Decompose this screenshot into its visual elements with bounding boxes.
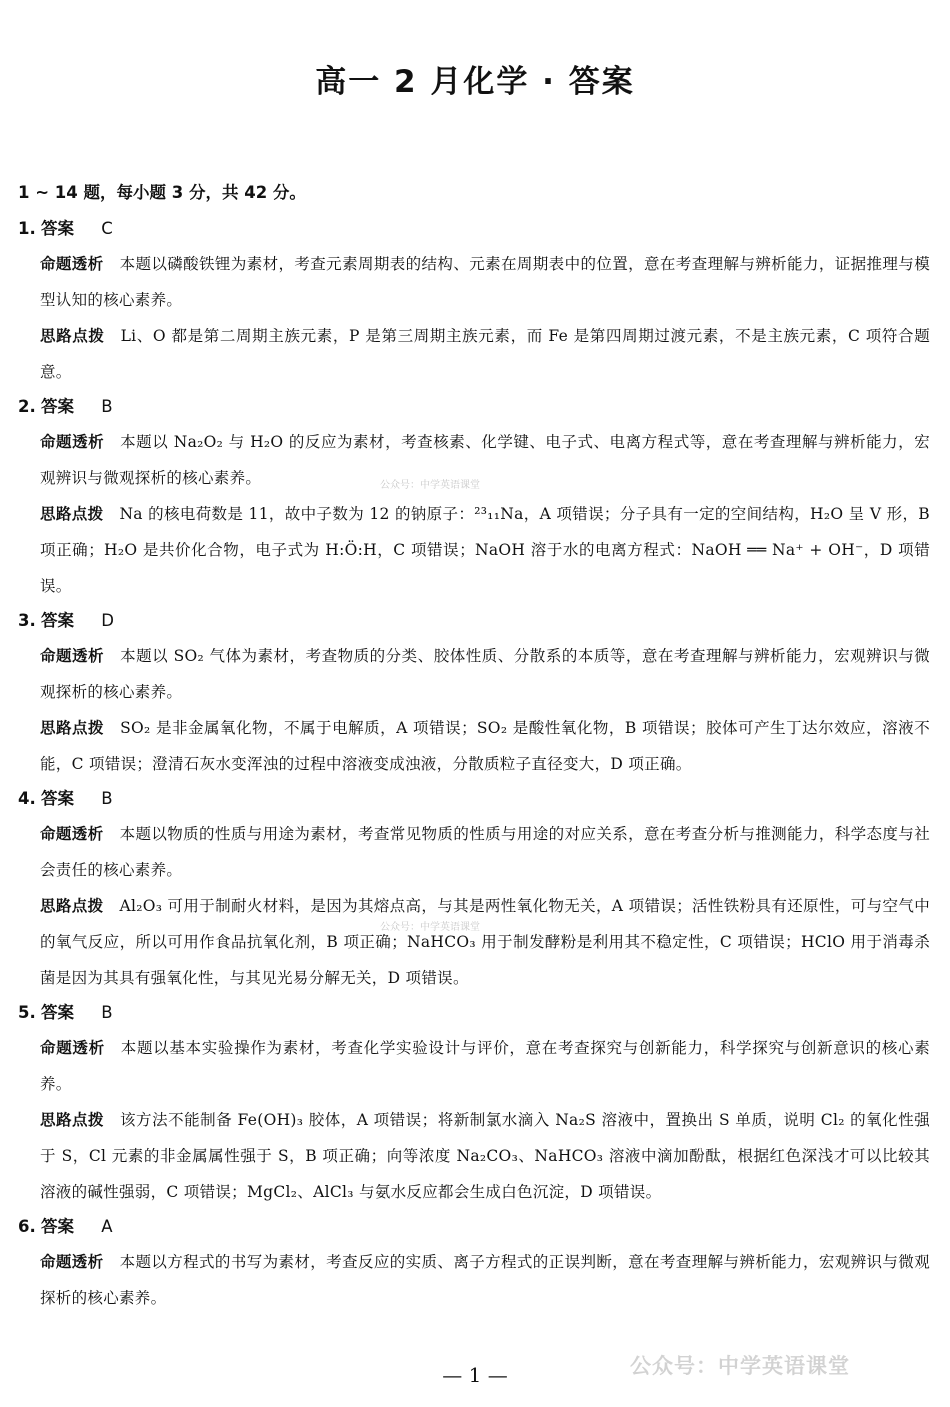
answer-label: 答案 xyxy=(41,1217,74,1236)
answer-line xyxy=(18,212,930,246)
intro-line: 1 ~ 14 题，每小题 3 分，共 42 分。 xyxy=(18,183,306,202)
answer-label: 答案 xyxy=(41,397,74,416)
analysis-label: 命题透析 xyxy=(40,433,105,451)
analysis-label: 命题透析 xyxy=(40,647,105,665)
answer-content xyxy=(18,178,930,1316)
analysis-paragraph xyxy=(40,638,930,710)
answer-label: 答案 xyxy=(41,1003,74,1022)
question-block xyxy=(18,604,930,782)
hint-label: 思路点拨 xyxy=(40,719,105,737)
question-number: 2. xyxy=(18,397,36,416)
hint-label: 思路点拨 xyxy=(40,897,104,915)
inline-watermark: 公众号：中学英语课堂 xyxy=(380,922,480,933)
analysis-label: 命题透析 xyxy=(40,825,104,843)
answer-label: 答案 xyxy=(41,219,74,238)
question-block xyxy=(18,1210,930,1316)
analysis-text: 本题以基本实验操作为素材，考查化学实验设计与评价，意在考查探究与创新能力，科学探究与创新意识的核心素养。 xyxy=(40,1039,930,1093)
analysis-paragraph xyxy=(40,1030,930,1102)
analysis-text: 本题以物质的性质与用途为素材，考查常见物质的性质与用途的对应关系，意在考查分析与推测能力，科学态度与社会责任的核心素养。 xyxy=(40,825,930,879)
answer-value: A xyxy=(101,1217,113,1236)
page-title: 高一 2 月化学 · 答案 xyxy=(315,64,635,100)
analysis-label: 命题透析 xyxy=(40,1253,104,1271)
answer-value: B xyxy=(101,1003,113,1022)
hint-paragraph xyxy=(40,1102,930,1210)
answer-label: 答案 xyxy=(41,611,74,630)
question-block xyxy=(18,782,930,996)
hint-label: 思路点拨 xyxy=(40,505,104,523)
analysis-paragraph xyxy=(40,816,930,888)
hint-text: 该方法不能制备 Fe(OH)₃ 胶体，A 项错误；将新制氯水滴入 Na₂S 溶液中，置换出 S 单质，说明 Cl₂ 的氧化性强于 S，Cl 元素的非金属属性强于 S，B 项正确；向等浓度 Na₂CO₃、NaHCO₃ 溶液中滴加酚酞，根据红色深浅才可以比较其溶液的碱性强弱，C 项错误；MgCl₂、AlCl₃ 与氨水反应都会生成白色沉淀，D 项错误。 xyxy=(40,1111,930,1201)
analysis-label: 命题透析 xyxy=(40,1039,105,1057)
question-number: 5. xyxy=(18,1003,36,1022)
question-number: 1. xyxy=(18,219,36,238)
question-block xyxy=(18,390,930,604)
answer-line xyxy=(18,390,930,424)
analysis-text: 本题以 SO₂ 气体为素材，考查物质的分类、胶体性质、分散系的本质等，意在考查理解与辨析能力，宏观辨识与微观探析的核心素养。 xyxy=(40,647,931,701)
page-number: — 1 — xyxy=(442,1363,508,1387)
analysis-text: 本题以方程式的书写为素材，考查反应的实质、离子方程式的正误判断，意在考查理解与辨析能力，宏观辨识与微观探析的核心素养。 xyxy=(40,1253,930,1307)
answer-line xyxy=(18,782,930,816)
analysis-paragraph xyxy=(40,246,930,318)
answer-label: 答案 xyxy=(41,789,74,808)
hint-label: 思路点拨 xyxy=(40,1111,105,1129)
question-block xyxy=(18,996,930,1210)
question-number: 4. xyxy=(18,789,36,808)
question-number: 3. xyxy=(18,611,36,630)
hint-text: Na 的核电荷数是 11，故中子数为 12 的钠原子：²³₁₁Na，A 项错误；分子具有一定的空间结构，H₂O 呈 V 形，B 项正确；H₂O 是共价化合物，电子式为 H:Ö:H，C 项错误；NaOH 溶于水的电离方程式：NaOH ══ Na⁺ + OH⁻，D 项错误。 xyxy=(40,505,930,595)
footer-watermark: 公众号：中学英语课堂 xyxy=(630,1354,850,1378)
hint-text: Al₂O₃ 可用于制耐火材料，是因为其熔点高，与其是两性氧化物无关，A 项错误；活性铁粉具有还原性，可与空气中的氧气反应，所以可用作食品抗氧化剂，B 项正确；NaHCO₃ 用于制发酵粉是利用其不稳定性，C 项错误；HClO 用于消毒杀菌是因为其具有强氧化性，与其见光易分解无关，D 项错误。 xyxy=(40,897,930,987)
hint-paragraph xyxy=(40,318,930,390)
answer-line xyxy=(18,996,930,1030)
hint-label: 思路点拨 xyxy=(40,327,105,345)
hint-paragraph xyxy=(40,888,930,996)
answer-value: B xyxy=(101,397,113,416)
hint-paragraph xyxy=(40,496,930,604)
analysis-label: 命题透析 xyxy=(40,255,104,273)
answer-value: B xyxy=(101,789,113,808)
hint-paragraph xyxy=(40,710,930,782)
analysis-paragraph xyxy=(40,1244,930,1316)
analysis-paragraph xyxy=(40,424,930,496)
answer-value: C xyxy=(101,219,113,238)
analysis-text: 本题以 Na₂O₂ 与 H₂O 的反应为素材，考查核素、化学键、电子式、电离方程式等，意在考查理解与辨析能力，宏观辨识与微观探析的核心素养。 xyxy=(40,433,930,487)
hint-text: SO₂ 是非金属氧化物，不属于电解质，A 项错误；SO₂ 是酸性氧化物，B 项错误；胶体可产生丁达尔效应，溶液不能，C 项错误；澄清石灰水变浑浊的过程中溶液变成浊液，分散质粒子直径变大，D 项正确。 xyxy=(40,719,930,773)
hint-text: Li、O 都是第二周期主族元素，P 是第三周期主族元素，而 Fe 是第四周期过渡元素，不是主族元素，C 项符合题意。 xyxy=(40,327,930,381)
answer-line xyxy=(18,604,930,638)
answer-value: D xyxy=(101,611,114,630)
answer-line xyxy=(18,1210,930,1244)
question-number: 6. xyxy=(18,1217,36,1236)
question-block xyxy=(18,212,930,390)
inline-watermark: 公众号：中学英语课堂 xyxy=(380,480,480,491)
analysis-text: 本题以磷酸铁锂为素材，考查元素周期表的结构、元素在周期表中的位置，意在考查理解与辨析能力，证据推理与模型认知的核心素养。 xyxy=(40,255,930,309)
